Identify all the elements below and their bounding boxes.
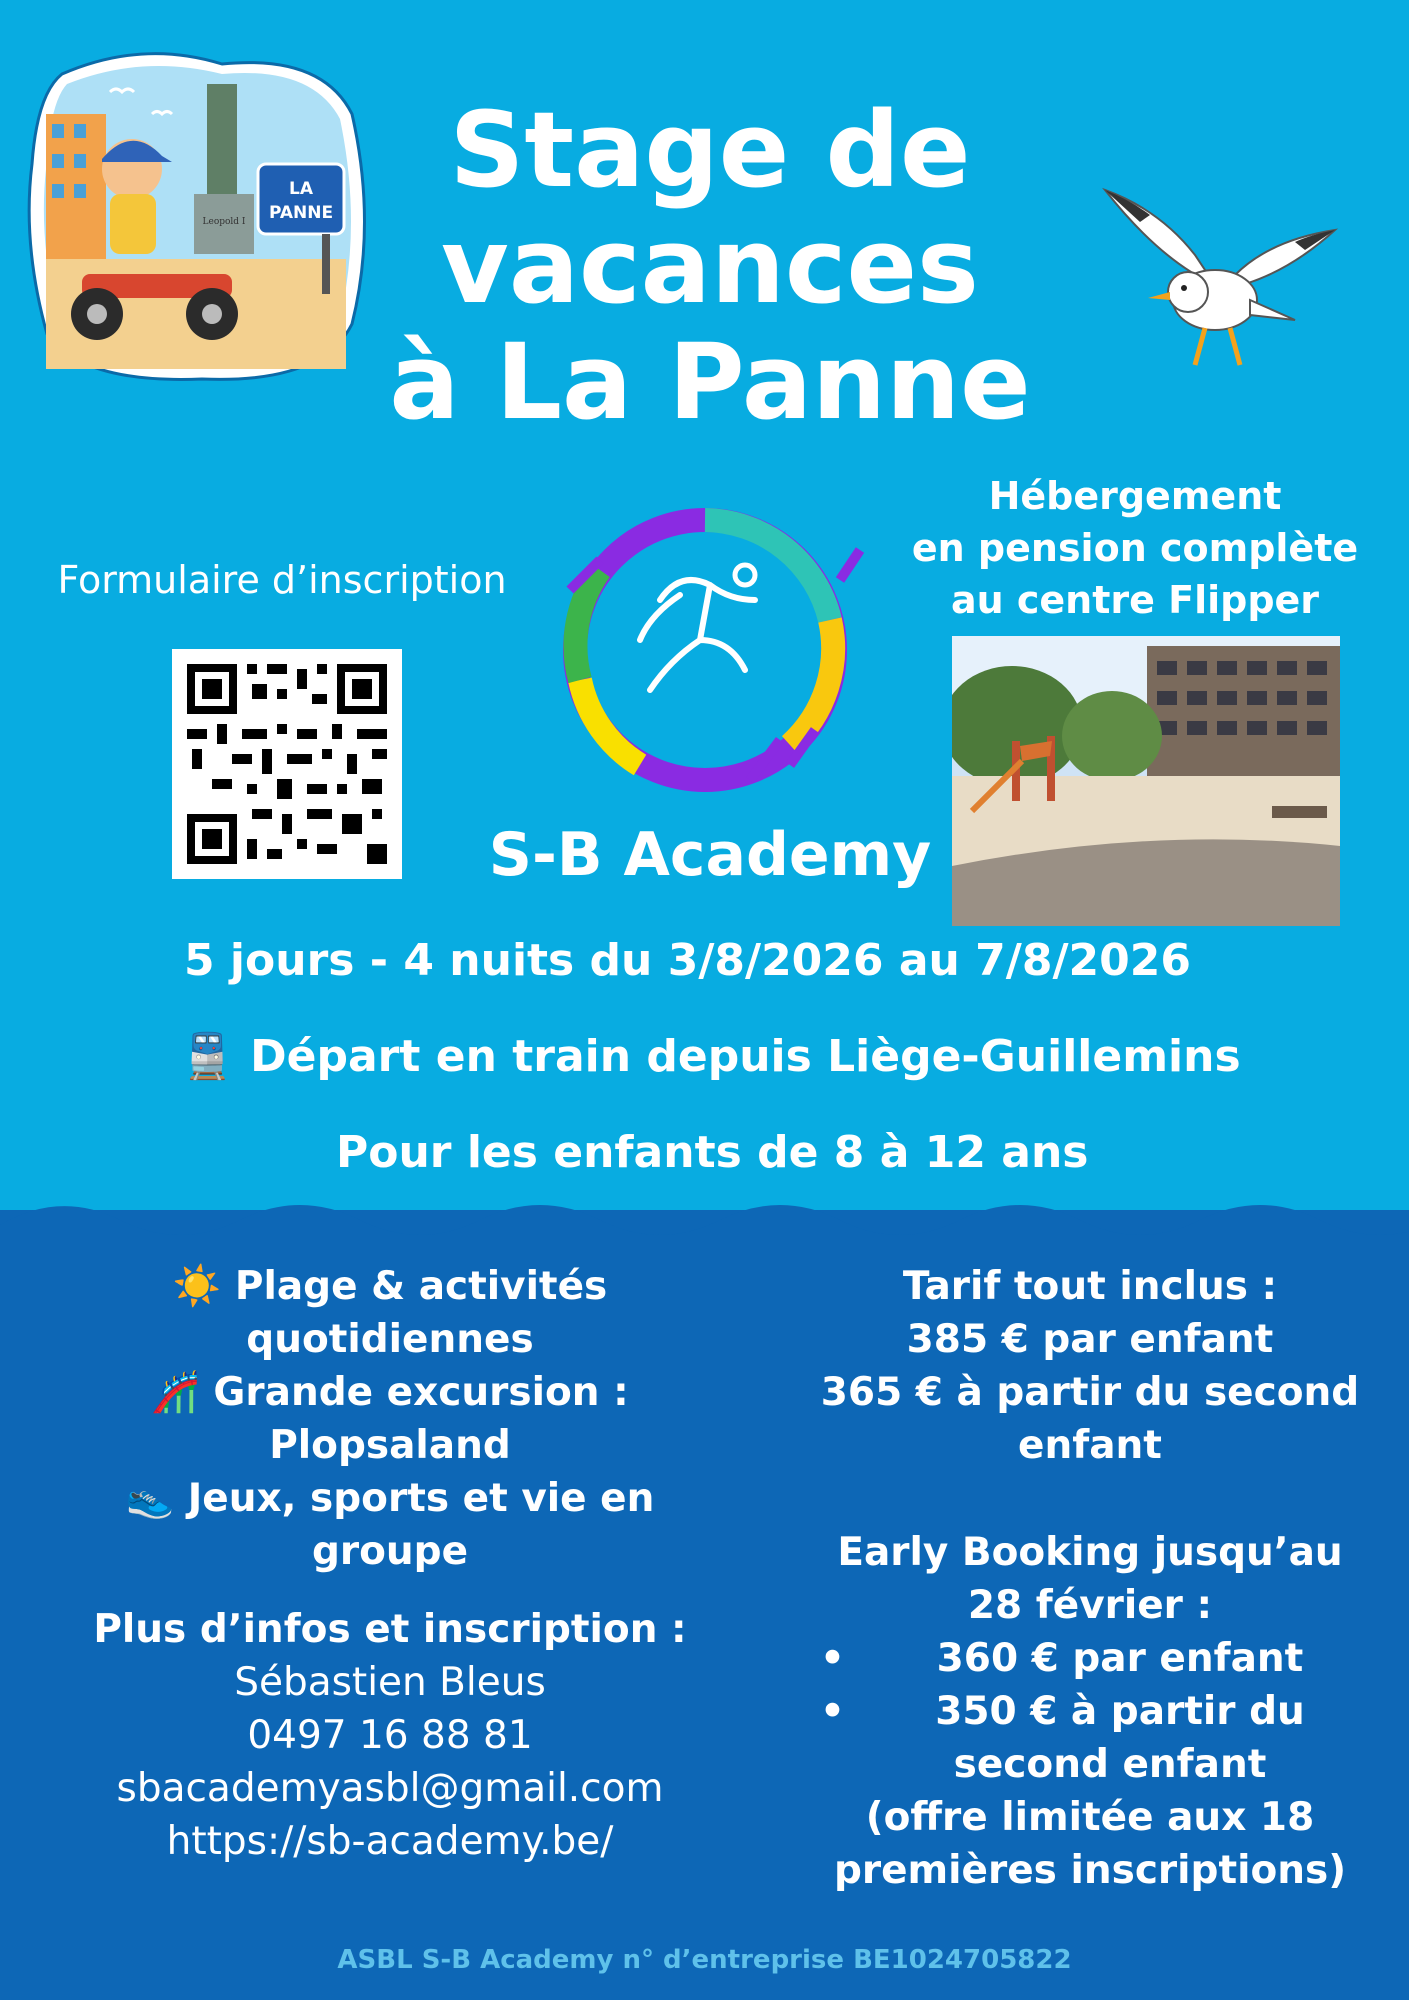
price-2-a: 365 € à partir du second [820, 1370, 1360, 1415]
company-footnote: ASBL S-B Academy n° d’entreprise BE1024705822 [337, 1945, 1072, 1975]
activity-2-text-b: Plopsaland [269, 1423, 511, 1468]
sign-text-2: PANNE [268, 203, 334, 223]
early-bullet-2-text-a: 350 € à partir du [935, 1689, 1305, 1734]
departure-line [180, 1030, 1280, 1082]
contact-website[interactable]: https://sb-academy.be/ [166, 1819, 614, 1864]
contact-heading: Plus d’infos et inscription : [93, 1607, 687, 1652]
price-1: 385 € par enfant [906, 1317, 1274, 1362]
contact-name: Sébastien Bleus [234, 1660, 546, 1705]
seagull-icon [1100, 180, 1340, 380]
title-line-1: Stage de [449, 89, 971, 211]
departure-text: Départ en train depuis Liège-Guillemins [250, 1031, 1241, 1082]
rollercoaster-icon: 🎢 [151, 1370, 200, 1415]
activity-3-text-a: Jeux, sports et vie en [187, 1476, 655, 1521]
sun-icon: ☀️ [172, 1264, 222, 1309]
activity-3-text-b: groupe [311, 1529, 469, 1574]
activity-1-text-a: Plage & activités [234, 1264, 608, 1309]
qr-code[interactable] [172, 649, 402, 879]
page-title [260, 89, 1160, 443]
early-bullet-2 [800, 1685, 1380, 1738]
train-icon: 🚆 [180, 1031, 235, 1082]
bullet-icon: • [820, 1689, 845, 1734]
accommodation-line-1: Hébergement [988, 474, 1282, 518]
price-2-b: enfant [1018, 1423, 1162, 1468]
early-bullet-1-text: 360 € par enfant [936, 1636, 1304, 1681]
early-bullet-2-text-b: second enfant [953, 1742, 1267, 1787]
pricing-block [800, 1260, 1380, 1472]
contact-block [70, 1603, 710, 1868]
academy-logo [540, 490, 870, 810]
activity-1 [70, 1260, 710, 1313]
pricing-heading: Tarif tout inclus : [902, 1264, 1278, 1309]
accommodation-line-3: au centre Flipper [950, 578, 1320, 622]
accommodation-text [880, 470, 1390, 626]
early-booking-block [800, 1526, 1380, 1897]
activity-1-text-b: quotidiennes [246, 1317, 534, 1362]
early-heading-b: 28 février : [967, 1583, 1213, 1628]
sneaker-icon: 👟 [125, 1476, 175, 1521]
center-flipper-photo [952, 636, 1340, 926]
title-line-3: à La Panne [389, 321, 1031, 443]
activities-list [70, 1260, 710, 1578]
wave-divider [0, 1185, 1409, 1265]
activity-2-text-a: Grande excursion : [213, 1370, 629, 1415]
dates-text: 5 jours - 4 nuits du 3/8/2026 au 7/8/2026 [184, 935, 1192, 986]
academy-name: S-B Academy [488, 820, 932, 890]
statue-plaque: Leopold I [202, 217, 246, 227]
activity-3 [70, 1472, 710, 1525]
early-heading-a: Early Booking jusqu’au [837, 1530, 1343, 1575]
title-line-2: vacances [441, 205, 979, 327]
accommodation-line-2: en pension complète [911, 526, 1359, 570]
ages-text: Pour les enfants de 8 à 12 ans [336, 1127, 1089, 1178]
contact-phone[interactable]: 0497 16 88 81 [247, 1713, 533, 1758]
activity-2 [70, 1366, 710, 1419]
early-note-b: premières inscriptions) [833, 1848, 1347, 1893]
early-note-a: (offre limitée aux 18 [865, 1795, 1315, 1840]
contact-email[interactable]: sbacademyasbl@gmail.com [116, 1766, 664, 1811]
bullet-icon: • [820, 1636, 845, 1681]
sign-text-1: LA [289, 179, 313, 199]
early-bullet-1 [800, 1632, 1380, 1685]
registration-label: Formulaire d’inscription [57, 558, 507, 602]
